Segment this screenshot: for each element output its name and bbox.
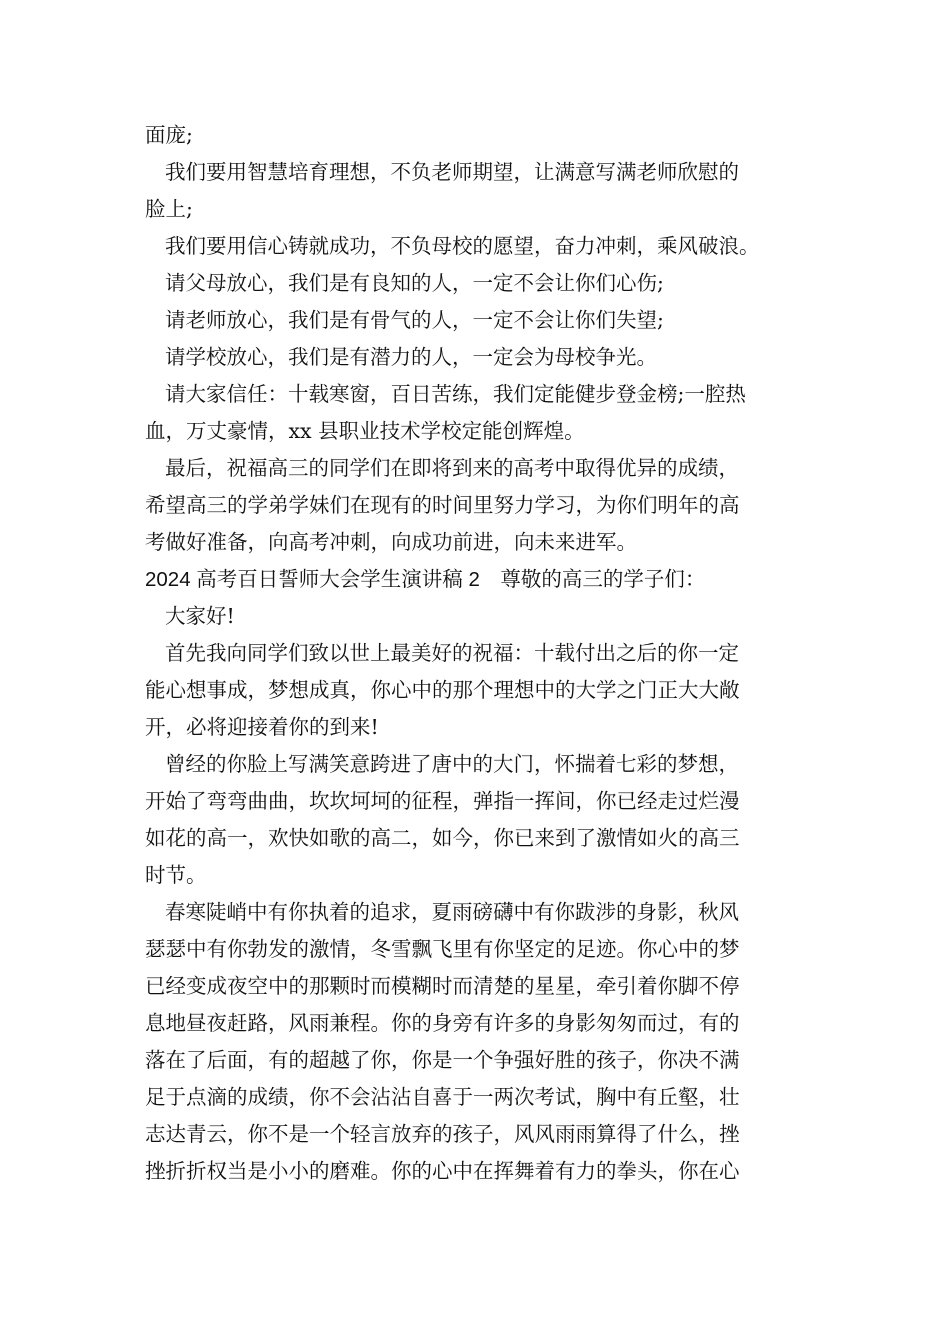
text-line: 请学校放心，我们是有潜力的人，一定会为母校争光。	[165, 345, 657, 369]
text-line: 我们要用信心铸就成功，不负母校的愿望，奋力冲刺，乘风破浪。	[165, 234, 760, 258]
text-line: 挫折折权当是小小的磨难。你的心中在挥舞着有力的拳头，你在心	[145, 1159, 740, 1183]
text-line: 已经变成夜空中的那颗时而模糊时而清楚的星星，牵引着你脚不停	[145, 974, 740, 998]
text-line: 首先我向同学们致以世上最美好的祝福：十载付出之后的你一定	[165, 641, 739, 665]
text-line: 希望高三的学弟学妹们在现有的时间里努力学习，为你们明年的高	[145, 493, 740, 517]
text-line: 时节。	[145, 863, 207, 887]
text-line: 大家好!	[165, 604, 235, 628]
text-line: 最后，祝福高三的同学们在即将到来的高考中取得优异的成绩，	[165, 456, 739, 480]
text-line: 志达青云，你不是一个轻言放弃的孩子，风风雨雨算得了什么，挫	[145, 1122, 740, 1146]
text-line: 春寒陡峭中有你执着的追求，夏雨磅礴中有你跋涉的身影，秋风	[165, 900, 739, 924]
text-line: 落在了后面，有的超越了你，你是一个争强好胜的孩子，你决不满	[145, 1048, 740, 1072]
text-line: 能心想事成，梦想成真，你心中的那个理想中的大学之门正大大敞	[145, 678, 740, 702]
text-line: 脸上;	[145, 197, 193, 221]
text-line: 瑟瑟中有你勃发的激情，冬雪飘飞里有你坚定的足迹。你心中的梦	[145, 937, 740, 961]
text-line: 开始了弯弯曲曲，坎坎坷坷的征程，弹指一挥间，你已经走过烂漫	[145, 789, 740, 813]
text-line: 面庞;	[145, 123, 193, 147]
text-line: 如花的高一，欢快如歌的高二，如今，你已来到了激情如火的高三	[145, 826, 740, 850]
text-line: 请大家信任：十载寒窗，百日苦练，我们定能健步登金榜;一腔热	[165, 382, 746, 406]
text-line: 我们要用智慧培育理想，不负老师期望，让满意写满老师欣慰的	[165, 160, 739, 184]
text-line: 请父母放心，我们是有良知的人，一定不会让你们心伤;	[165, 271, 664, 295]
text-line: 请老师放心，我们是有骨气的人，一定不会让你们失望;	[165, 308, 664, 332]
text-line: 足于点滴的成绩，你不会沾沾自喜于一两次考试，胸中有丘壑，壮	[145, 1085, 740, 1109]
text-line: 血，万丈豪情，xx 县职业技术学校定能创辉煌。	[145, 419, 585, 443]
text-line: 考做好准备，向高考冲刺，向成功前进，向未来进军。	[145, 530, 637, 554]
text-line: 曾经的你脸上写满笑意跨进了唐中的大门，怀揣着七彩的梦想，	[165, 752, 739, 776]
text-line: 息地昼夜赶路，风雨兼程。你的身旁有许多的身影匆匆而过，有的	[145, 1011, 740, 1035]
text-line: 开，必将迎接着你的到来!	[145, 715, 379, 739]
document-body	[145, 117, 807, 1190]
section-heading: 2024 高考百日誓师大会学生演讲稿 2 尊敬的高三的学子们：	[145, 568, 706, 591]
